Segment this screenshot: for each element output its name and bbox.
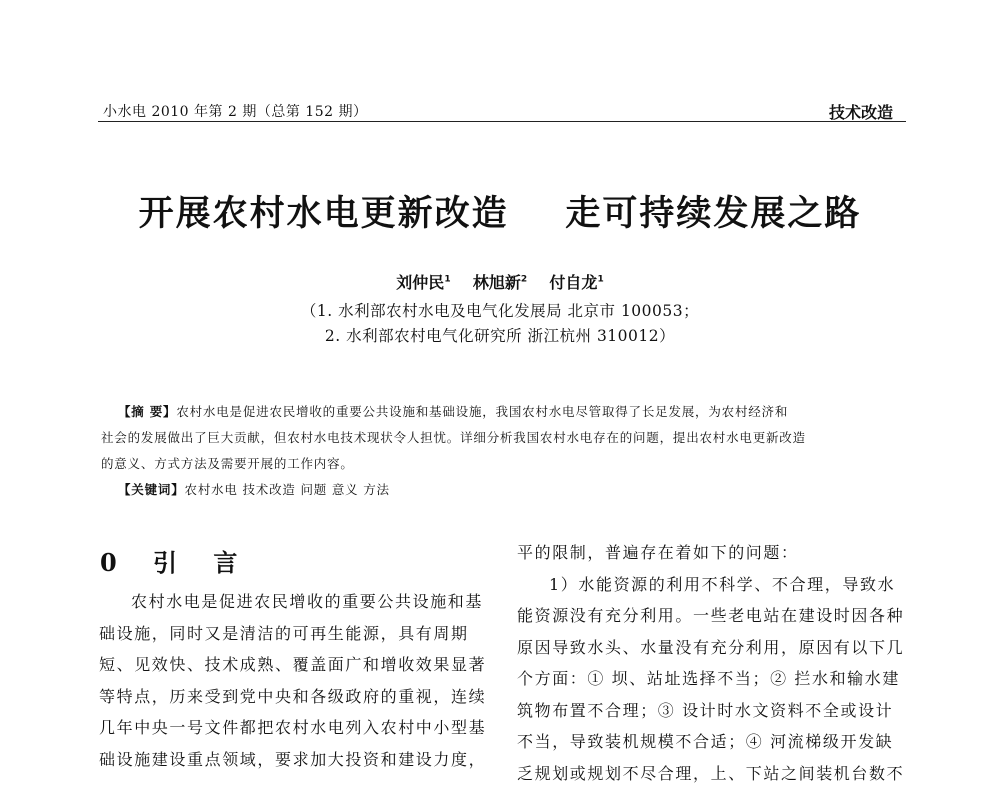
- author-name: 林旭新: [473, 273, 521, 292]
- keywords: [118, 480, 390, 498]
- section-category: 技术改造: [829, 100, 893, 123]
- body-line: 等特点，历来受到党中央和各级政府的重视，连续: [99, 681, 499, 713]
- body-line: 个方面：① 坝、站址选择不当；② 拦水和输水建: [517, 663, 917, 695]
- body-line: 几年中央一号文件都把农村水电列入农村中小型基: [99, 712, 499, 744]
- journal-header: 小水电 2010 年第 2 期（总第 152 期）: [103, 101, 367, 121]
- paper-title: 开展农村水电更新改造 走可持续发展之路: [0, 186, 1000, 236]
- body-line: 础设施建设重点领域，要求加大投资和建设力度，: [99, 744, 499, 776]
- affiliation: 2. 水利部农村电气化研究所 浙江杭州 310012）: [0, 324, 1000, 346]
- author-affil-mark: 1: [597, 275, 603, 285]
- body-line: 乏规划或规划不尽合理，上、下站之间装机台数不: [517, 758, 917, 789]
- body-line: 筑物布置不合理；③ 设计时水文资料不全或设计: [517, 695, 917, 727]
- body-column-right: [517, 537, 917, 789]
- abstract-label: 【摘 要】: [118, 404, 176, 419]
- author-affil-mark: 2: [521, 275, 527, 285]
- body-line: 短、见效快、技术成熟、覆盖面广和增收效果显著: [99, 649, 499, 681]
- affiliation: （1. 水利部农村水电及电气化发展局 北京市 100053；: [0, 299, 1000, 321]
- author-affil-mark: 1: [444, 275, 450, 285]
- abstract-line: 的意义、方式方法及需要开展的工作内容。: [101, 454, 354, 472]
- abstract-line: [118, 402, 788, 420]
- body-line: 农村水电是促进农民增收的重要公共设施和基: [99, 586, 499, 618]
- author-name: 付自龙: [549, 273, 597, 292]
- header-rule: [98, 121, 906, 122]
- keywords-label: 【关键词】: [118, 482, 185, 497]
- keywords-text: 农村水电 技术改造 问题 意义 方法: [185, 482, 390, 497]
- body-column-left: [99, 586, 499, 775]
- abstract-text: 农村水电是促进农民增收的重要公共设施和基础设施，我国农村水电尽管取得了长足发展，为农村经济和: [176, 404, 788, 419]
- body-line: 1）水能资源的利用不科学、不合理，导致水: [517, 569, 917, 601]
- body-line: 础设施，同时又是清洁的可再生能源，具有周期: [99, 618, 499, 650]
- section-heading: 0 引 言: [100, 543, 251, 578]
- author-name: 刘仲民: [396, 273, 444, 292]
- abstract-line: 社会的发展做出了巨大贡献，但农村水电技术现状令人担忧。详细分析我国农村水电存在的问题，提出农村水电更新改造: [101, 428, 806, 446]
- body-line: 不当，导致装机规模不合适；④ 河流梯级开发缺: [517, 726, 917, 758]
- body-line: 能资源没有充分利用。一些老电站在建设时因各种: [517, 600, 917, 632]
- author-list: [0, 270, 1000, 293]
- body-line: 平的限制，普遍存在着如下的问题：: [517, 537, 917, 569]
- body-line: 原因导致水头、水量没有充分利用，原因有以下几: [517, 632, 917, 664]
